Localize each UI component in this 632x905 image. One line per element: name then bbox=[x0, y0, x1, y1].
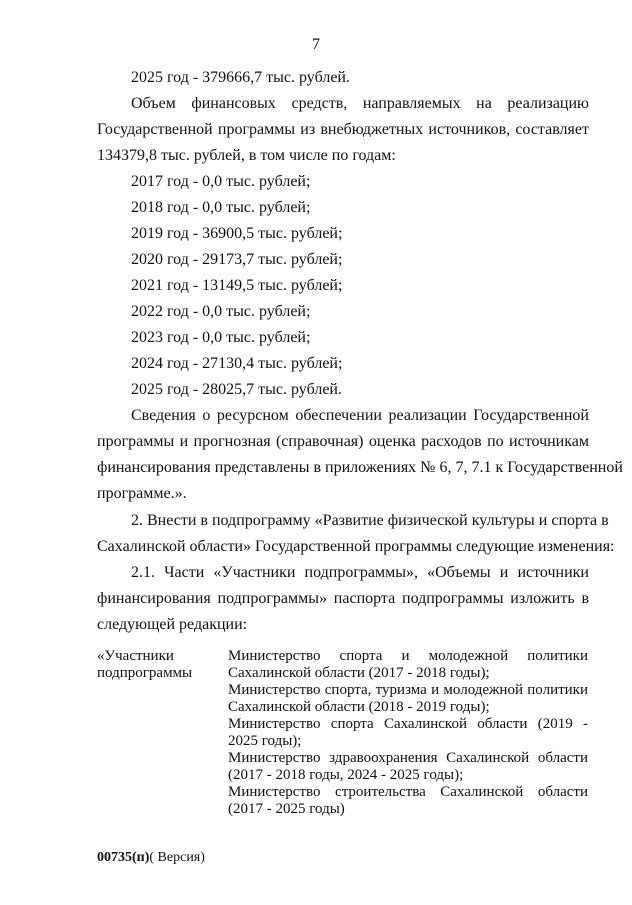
text-line: программы и прогнозная (справочная) оценка расходов по источникам bbox=[97, 433, 589, 450]
document-code: 00735(п) bbox=[97, 850, 150, 865]
table-label-cell bbox=[97, 648, 217, 682]
page-number: 7 bbox=[312, 36, 320, 53]
text-line: 2025 год - 379666,7 тыс. рублей. bbox=[131, 69, 350, 86]
table-label-line: «Участники bbox=[97, 648, 174, 664]
text-line: 134379,8 тыс. рублей, в том числе по годам: bbox=[97, 147, 396, 164]
participant-entry: Министерство строительства Сахалинской области (2017 - 2025 годы) bbox=[228, 784, 588, 817]
text-line: 2018 год - 0,0 тыс. рублей; bbox=[131, 199, 311, 216]
text-line: Государственной программы из внебюджетных источников, составляет bbox=[97, 121, 589, 138]
text-line: 2017 год - 0,0 тыс. рублей; bbox=[131, 173, 311, 190]
text-line: 2023 год - 0,0 тыс. рублей; bbox=[131, 329, 311, 346]
document-version: ( Версия) bbox=[149, 850, 205, 865]
text-line: 2025 год - 28025,7 тыс. рублей. bbox=[131, 381, 342, 398]
text-line: финансирования представлены в приложениях № 6, 7, 7.1 к Государственной bbox=[97, 459, 623, 476]
text-line: 2024 год - 27130,4 тыс. рублей; bbox=[131, 355, 343, 372]
participant-entry: Министерство спорта, туризма и молодежной политики Сахалинской области (2018 - 2019 годы); bbox=[228, 682, 588, 715]
text-line: Объем финансовых средств, направляемых на реализацию bbox=[131, 95, 589, 112]
table-label-line: подпрограммы bbox=[97, 665, 193, 681]
text-line: 2021 год - 13149,5 тыс. рублей; bbox=[131, 277, 343, 294]
text-line: Сахалинской области» Государственной программы следующие изменения: bbox=[97, 538, 615, 555]
text-line: финансирования подпрограммы» паспорта подпрограммы изложить в bbox=[97, 590, 589, 607]
text-line: 2022 год - 0,0 тыс. рублей; bbox=[131, 303, 311, 320]
text-line: 2.1. Части «Участники подпрограммы», «Объемы и источники bbox=[131, 564, 589, 581]
participant-entry: Министерство здравоохранения Сахалинской области (2017 - 2018 годы, 2024 - 2025 годы); bbox=[228, 750, 588, 783]
text-line: Сведения о ресурсном обеспечении реализации Государственной bbox=[131, 407, 589, 424]
text-line: 2019 год - 36900,5 тыс. рублей; bbox=[131, 225, 343, 242]
text-line: 2. Внести в подпрограмму «Развитие физической культуры и спорта в bbox=[131, 512, 609, 529]
table-value-cell bbox=[228, 648, 588, 818]
text-line: программе.». bbox=[97, 485, 187, 502]
participant-entry: Министерство спорта и молодежной политики Сахалинской области (2017 - 2018 годы); bbox=[228, 648, 588, 681]
text-line: следующей редакции: bbox=[97, 616, 248, 633]
document-footer bbox=[97, 850, 205, 866]
participant-entry: Министерство спорта Сахалинской области (2019 - 2025 годы); bbox=[228, 716, 588, 749]
text-line: 2020 год - 29173,7 тыс. рублей; bbox=[131, 251, 343, 268]
